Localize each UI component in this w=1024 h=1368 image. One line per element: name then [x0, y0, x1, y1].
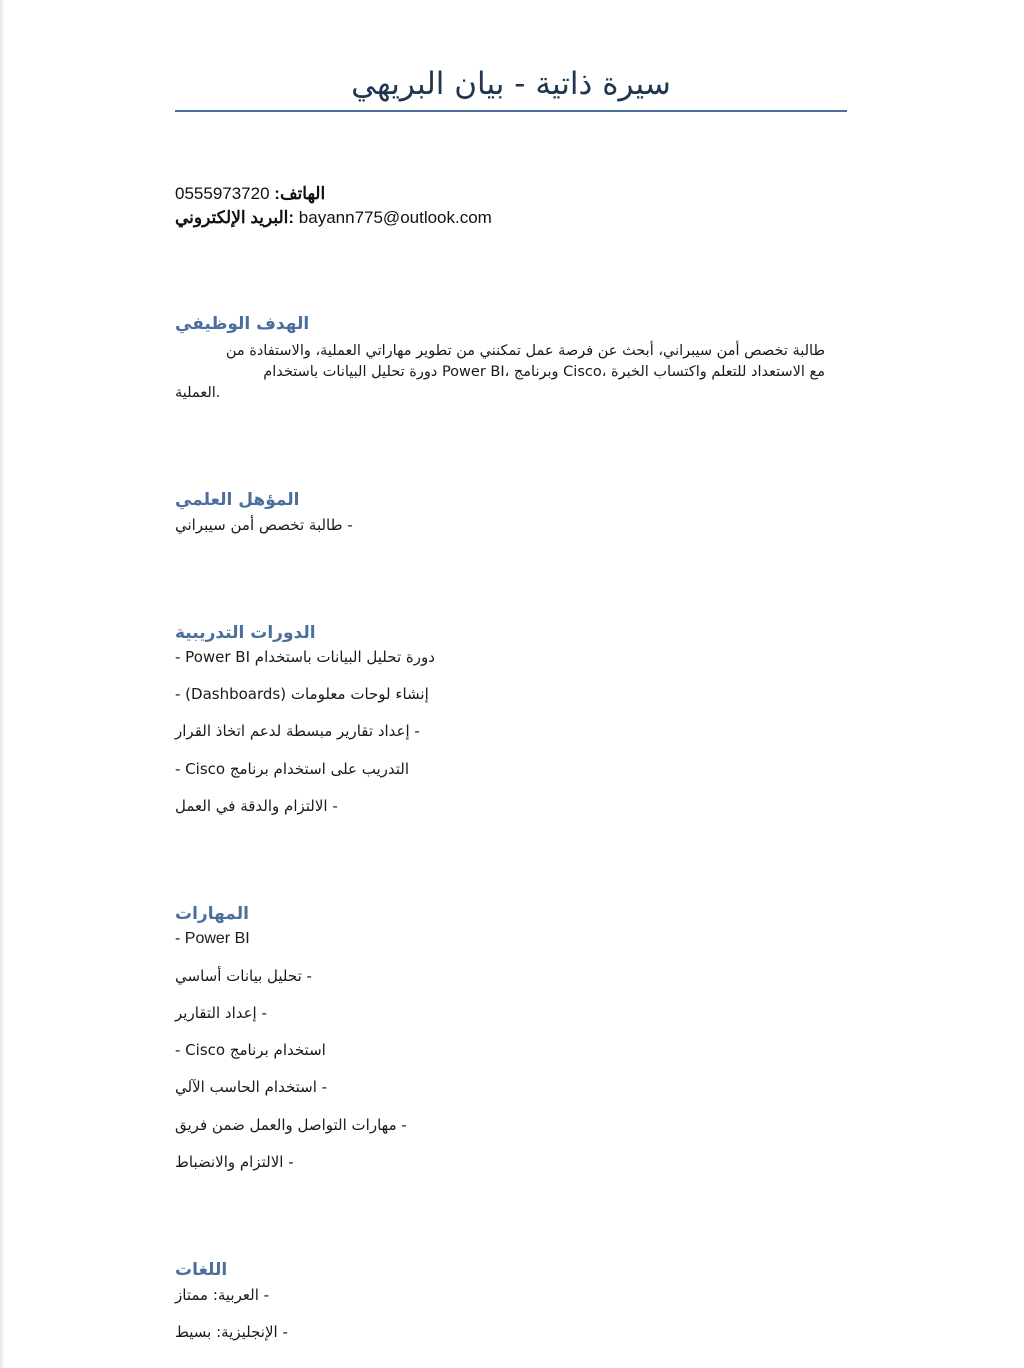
skill-item: - استخدام الحاسب الآلي — [175, 1078, 328, 1096]
skills-heading — [175, 904, 847, 924]
objective-line-3: .العملية — [175, 385, 221, 401]
course-item: - (Dashboards) إنشاء لوحات معلومات — [175, 685, 429, 703]
languages-heading-text: اللغات — [175, 1260, 228, 1280]
objective-heading — [175, 314, 847, 334]
skill-item: - إعداد التقارير — [175, 1004, 267, 1022]
phone-label: الهاتف: — [274, 184, 326, 203]
resume-title: سيرة ذاتية - بيان البريهي — [351, 66, 671, 102]
education-heading — [175, 490, 847, 510]
email-value: bayann775@outlook.com — [298, 208, 492, 227]
education-item: - طالبة تخصص أمن سيبراني — [175, 516, 353, 534]
contact-email — [175, 208, 492, 228]
email-label: :البريد الإلكتروني — [175, 208, 295, 227]
language-item: - العربية: ممتاز — [175, 1286, 270, 1304]
page-edge-shadow — [0, 0, 5, 1368]
skill-item: - الالتزام والانضباط — [175, 1153, 294, 1171]
course-item: - إعداد تقارير مبسطة لدعم اتخاذ القرار — [175, 722, 420, 740]
language-item: - الإنجليزية: بسيط — [175, 1323, 288, 1341]
skill-item: - Power BI — [175, 930, 250, 947]
courses-heading-text: الدورات التدريبية — [175, 623, 316, 643]
course-item: - Power BI دورة تحليل البيانات باستخدام — [175, 648, 435, 666]
contact-phone — [175, 184, 325, 204]
objective-heading-text: الهدف الوظيفي — [175, 314, 310, 334]
languages-heading — [175, 1260, 847, 1280]
objective-line-1: طالبة تخصص أمن سيبراني، أبحث عن فرصة عمل تمكنني من تطوير مهاراتي العملية، والاستفادة من — [225, 343, 825, 359]
courses-heading — [175, 623, 847, 643]
education-heading-text: المؤهل العلمي — [175, 490, 300, 510]
skill-item: - مهارات التواصل والعمل ضمن فريق — [175, 1116, 407, 1134]
resume-document — [175, 0, 847, 1368]
objective-line-2: مع الاستعداد للتعلم واكتساب الخبرة ،Cisco وبرنامج ،Power BI دورة تحليل البيانات باستخدام — [263, 364, 825, 380]
skill-item: - Cisco استخدام برنامج — [175, 1041, 326, 1059]
course-item: - الالتزام والدقة في العمل — [175, 797, 338, 815]
skill-item: - تحليل بيانات أساسي — [175, 967, 312, 985]
course-item: - Cisco التدريب على استخدام برنامج — [175, 760, 410, 778]
skills-heading-text: المهارات — [175, 904, 249, 924]
phone-value: 0555973720 — [175, 184, 270, 203]
title-divider — [175, 110, 847, 112]
